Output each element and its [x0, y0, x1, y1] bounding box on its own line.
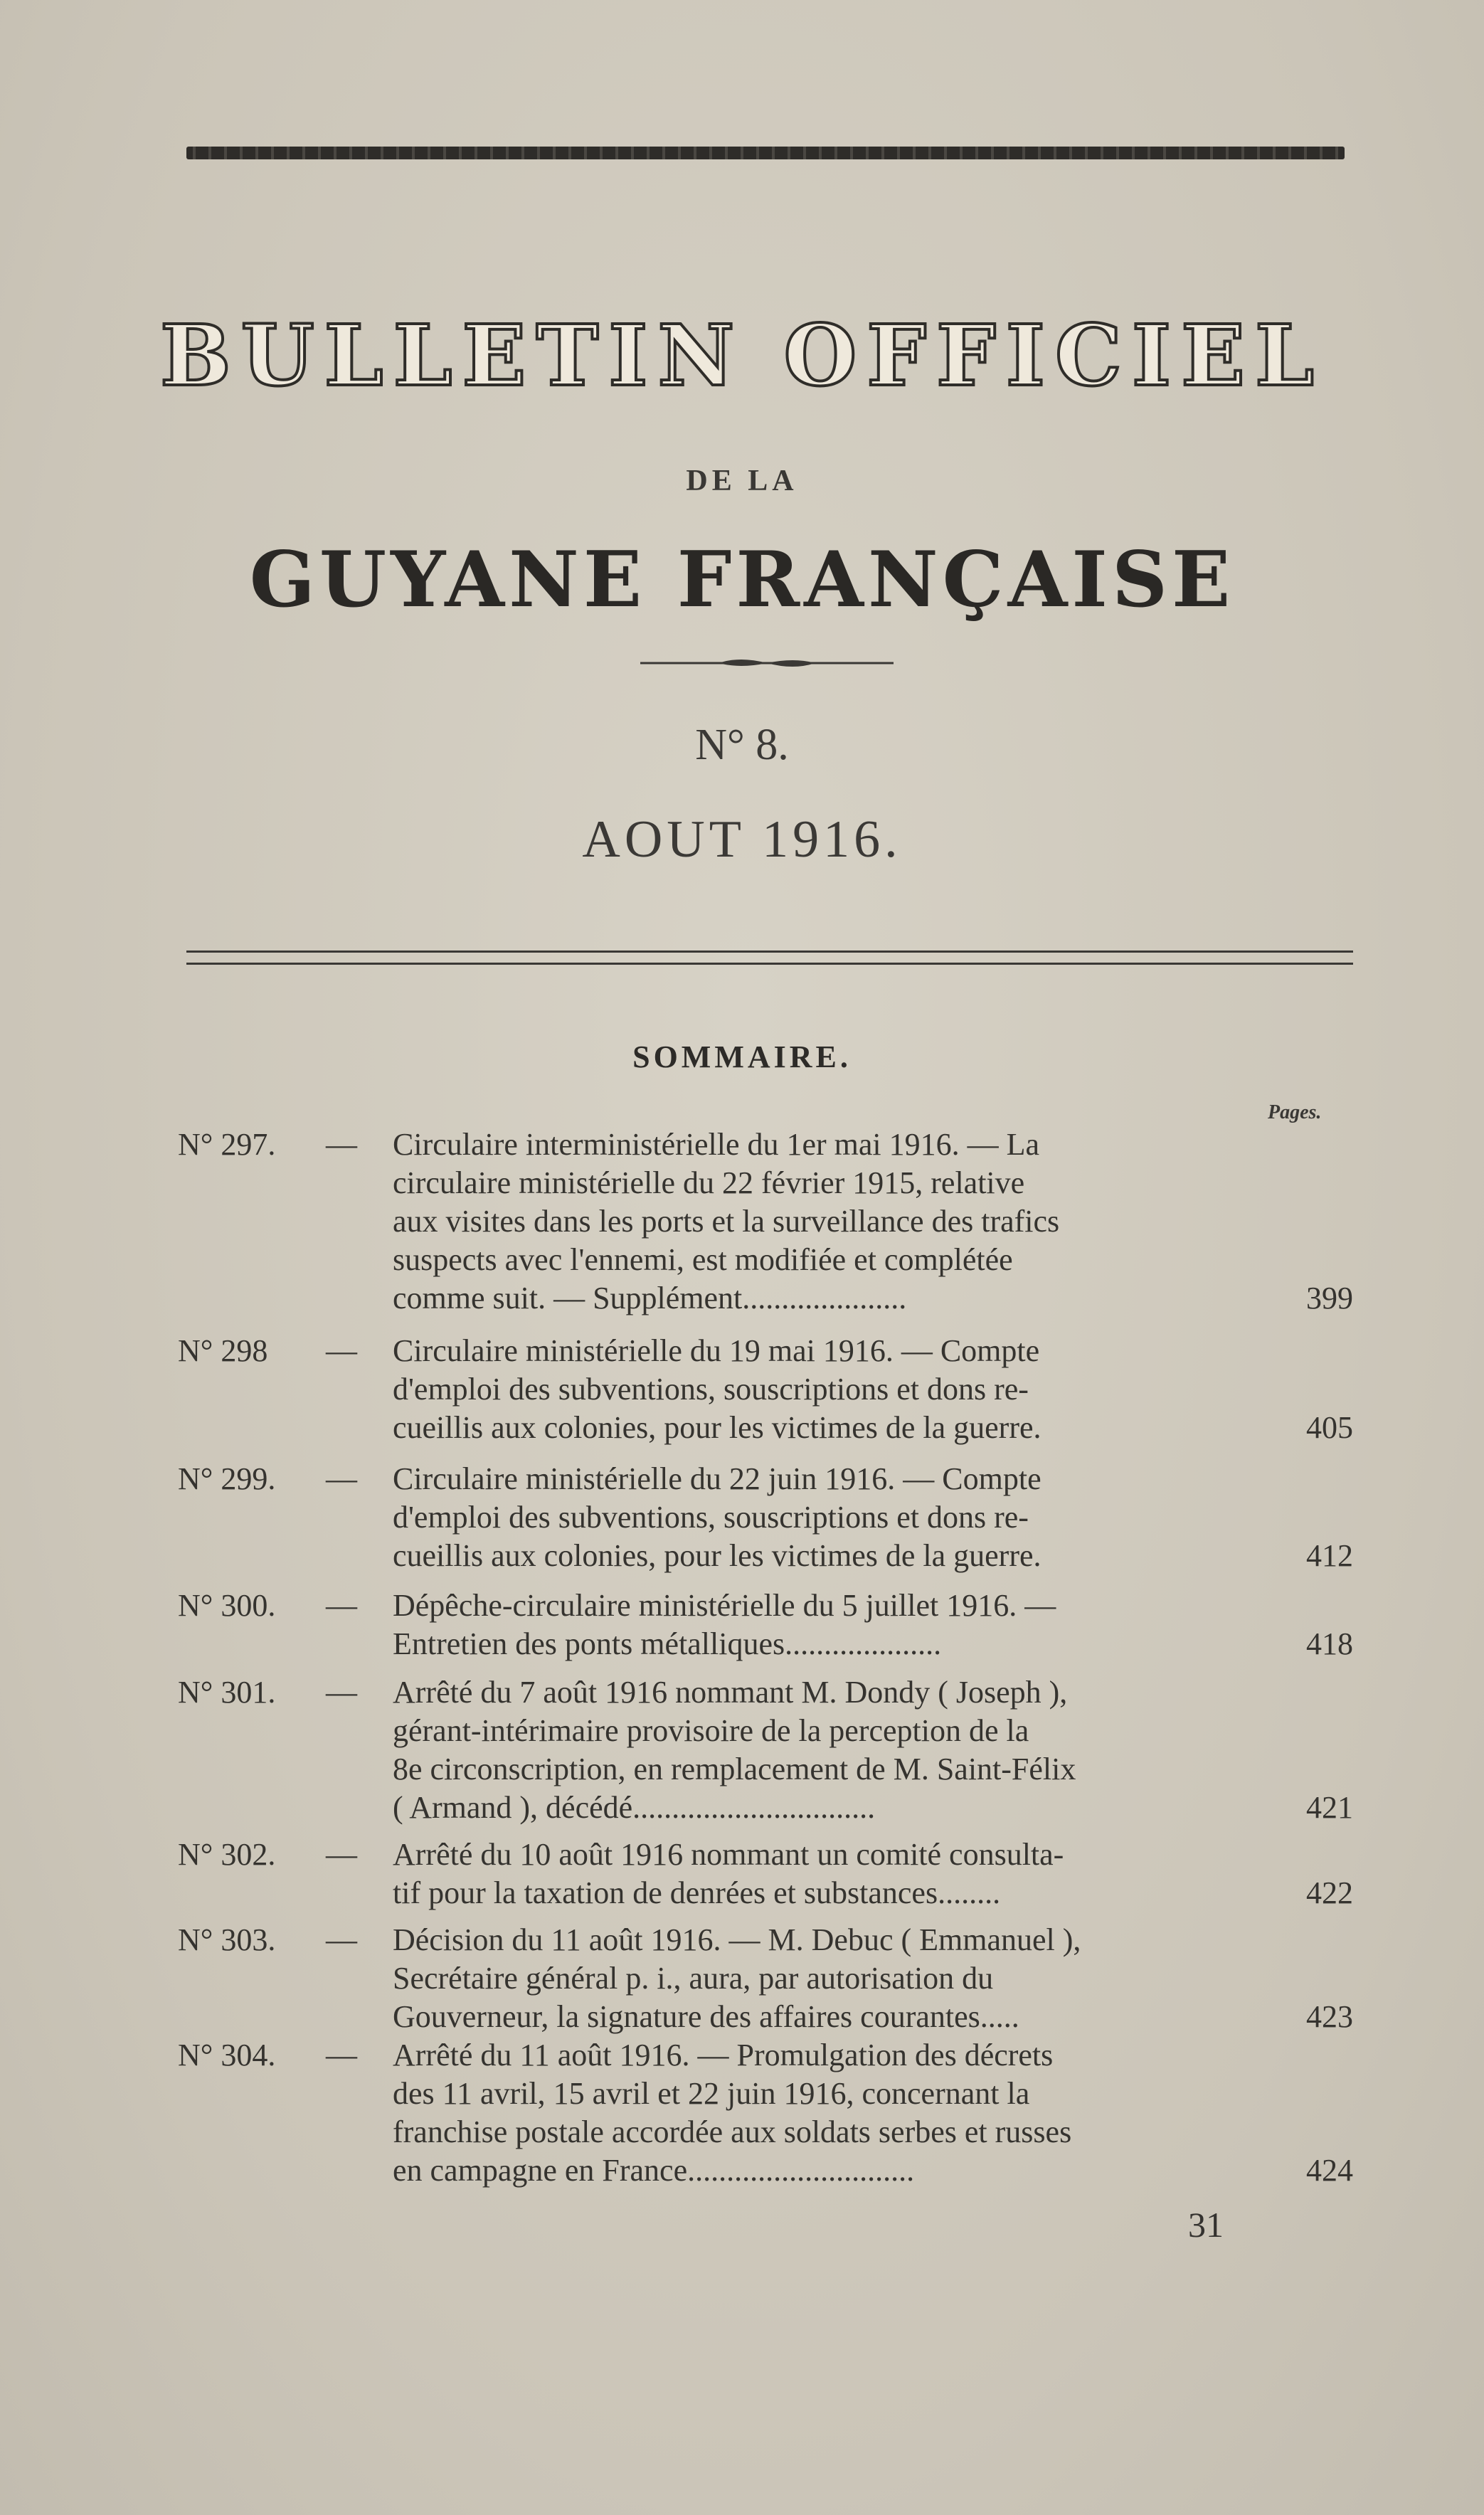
entry-dash: — [326, 1461, 357, 1496]
entry-number: N° 297. [178, 1127, 276, 1162]
entry-page: 412 [1306, 1538, 1353, 1573]
summary-heading: SOMMAIRE. [632, 1039, 852, 1074]
issue-date: AOUT 1916. [582, 810, 902, 869]
entry-text: Circulaire ministérielle du 19 mai 1916. — Compte d'emploi des subventions, souscriptions et dons re- cueillis aux colonies, pour les victimes de la guerre. [393, 1333, 1042, 1445]
entry-dash: — [326, 1837, 357, 1872]
entry-page: 423 [1306, 1999, 1353, 2034]
entry-dash: — [326, 1588, 357, 1623]
title-connector: DE LA [686, 465, 798, 497]
entry-text: Circulaire ministérielle du 22 juin 1916. — Compte d'emploi des subventions, souscriptions et dons re- cueillis aux colonies, pour les victimes de la guerre. [393, 1461, 1042, 1573]
entry-dash: — [326, 1675, 357, 1710]
entry-text: Dépêche-circulaire ministérielle du 5 juillet 1916. — Entretien des ponts métalliques.................... [393, 1588, 1056, 1661]
summary-entry [178, 1587, 1360, 1663]
entry-dash: — [326, 1333, 357, 1368]
summary-entry [178, 2036, 1360, 2190]
entry-page: 424 [1306, 2153, 1353, 2188]
entry-number: N° 301. [178, 1675, 276, 1710]
entry-text: Décision du 11 août 1916. — M. Debuc ( Emmanuel ), Secrétaire général p. i., aura, par autorisation du Gouverneur, la signature des affaires courantes..... [393, 1922, 1081, 2034]
entry-text: Arrêté du 7 août 1916 nommant M. Dondy ( Joseph ), gérant-intérimaire provisoire de la perception de la 8e circonscription, en remplacement de M. Saint-Félix ( Armand ), décédé............................... [393, 1675, 1076, 1825]
bulletin-title: BULLETIN OFFICIEL [159, 306, 1325, 405]
pages-column-label: Pages. [1268, 1101, 1322, 1123]
entry-page: 405 [1306, 1410, 1353, 1445]
entry-number: N° 304. [178, 2038, 276, 2072]
summary-entry [178, 1126, 1360, 1318]
entry-number: N° 300. [178, 1588, 276, 1623]
entry-page: 418 [1306, 1626, 1353, 1661]
entry-number: N° 302. [178, 1837, 276, 1872]
summary-entry [178, 1673, 1360, 1827]
entry-dash: — [326, 1922, 357, 1957]
summary-entry [178, 1921, 1360, 2036]
colony-title: GUYANE FRANÇAISE [249, 535, 1235, 625]
summary-entry [178, 1460, 1360, 1575]
summary-entry [178, 1332, 1360, 1447]
entry-text: Arrêté du 10 août 1916 nommant un comité consulta- tif pour la taxation de denrées et substances........ [393, 1837, 1064, 1910]
entry-number: N° 299. [178, 1461, 276, 1496]
entry-text: Circulaire interministérielle du 1er mai 1916. — La circulaire ministérielle du 22 février 1915, relative aux visites dans les ports et la surveillance des trafics suspects avec l'ennemi, est modifiée et complétée comme suit. — Supplément..................... [393, 1127, 1060, 1315]
entry-text: Arrêté du 11 août 1916. — Promulgation des décrets des 11 avril, 15 avril et 22 juin 1916, concernant la franchise postale accordée aux soldats serbes et russes en campagne en France............................. [393, 2038, 1072, 2188]
entry-number: N° 303. [178, 1922, 276, 1957]
ornament-divider [640, 656, 894, 670]
summary-entry [178, 1836, 1360, 1912]
top-decorative-rule [186, 147, 1345, 159]
entry-dash: — [326, 2038, 357, 2072]
entry-page: 399 [1306, 1281, 1353, 1315]
entry-number: N° 298 [178, 1333, 268, 1368]
entry-page: 421 [1306, 1790, 1353, 1825]
issue-number: N° 8. [695, 721, 789, 769]
section-rule [186, 951, 1353, 965]
footer-page-number: 31 [1188, 2205, 1224, 2245]
entry-dash: — [326, 1127, 357, 1162]
entry-page: 422 [1306, 1875, 1353, 1910]
